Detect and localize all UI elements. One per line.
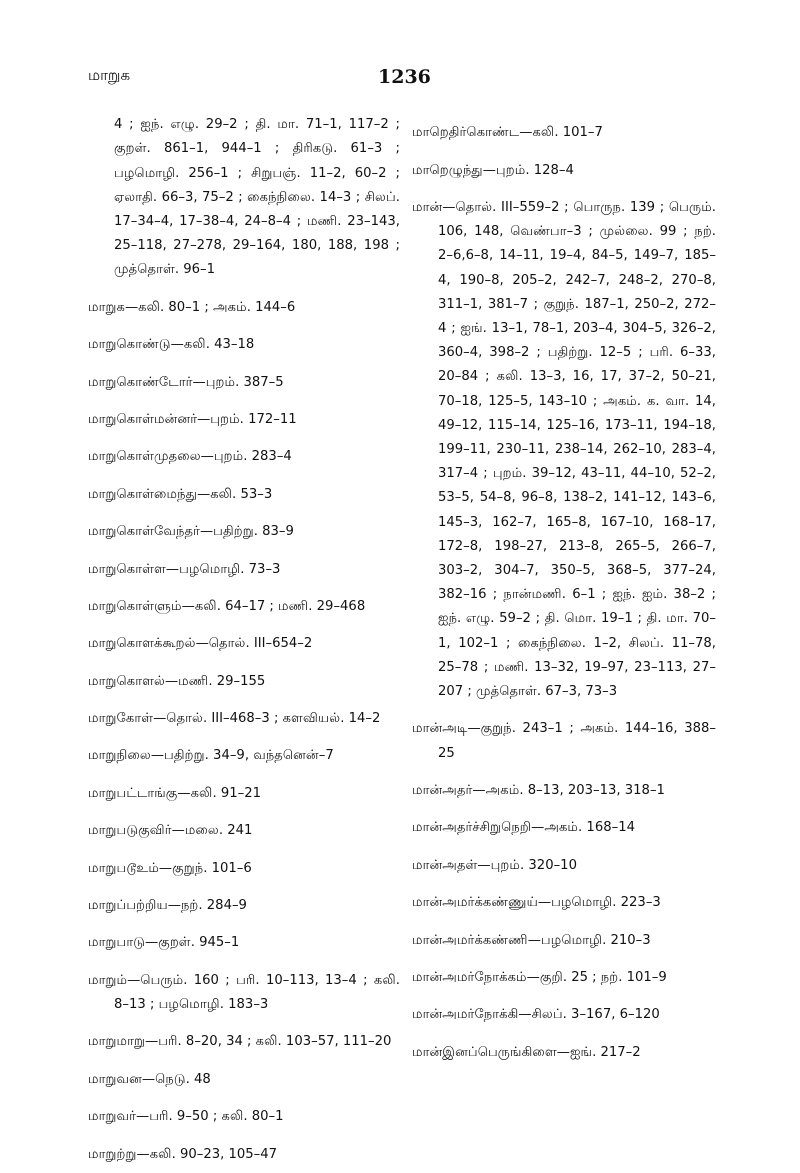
index-entry: மான்அமர்நோக்கம்—குறி. 25 ; நற். 101–9 <box>412 969 667 985</box>
index-entry: மாறுபடுகுவிர்—மலை. 241 <box>88 823 253 839</box>
index-entry: மாறுக—கலி. 80–1 ; அகம். 144–6 <box>88 299 296 315</box>
index-entry: மாறெழுந்து—புறம். 128–4 <box>412 162 574 178</box>
index-entry: மாறுகொள்மைந்து—கலி. 53–3 <box>88 486 273 502</box>
header-word: மாறுக <box>88 66 131 84</box>
index-entry: மாறுவர்—பரி. 9–50 ; கலி. 80–1 <box>88 1109 284 1125</box>
index-entry: மாறும்—பெரும். 160 ; பரி. 10–113, 13–4 ; கலி. 8–13 ; பழமொழி. 183–3 <box>88 972 400 1013</box>
index-entry: மான்அமர்க்கண்ணுய்—பழமொழி. 223–3 <box>412 895 661 911</box>
index-entry: மான்அமர்நோக்கி—சிலப். 3–167, 6–120 <box>412 1007 660 1023</box>
index-column-right <box>412 108 716 1071</box>
index-entry: மாறுற்று—கலி. 90–23, 105–47 <box>88 1146 278 1162</box>
index-entry: மாறுவன—நெடு. 48 <box>88 1071 211 1087</box>
index-entry: மான்அதள்—புறம். 320–10 <box>412 857 577 873</box>
index-entry: மாறுகொண்டு—கலி. 43–18 <box>88 337 255 353</box>
index-entry: மாறுகொள்ளும்—கலி. 64–17 ; மணி. 29–468 <box>88 598 366 614</box>
index-entry: மாறுகொள்வேந்தர்—பதிற்று. 83–9 <box>88 524 294 540</box>
index-entry: மாறுகொளக்கூறல்—தொல். III–654–2 <box>88 636 313 652</box>
index-entry: மாறுகொண்டோர்—புறம். 387–5 <box>88 374 284 390</box>
index-entry: மாறுகொள்மன்னர்—புறம். 172–11 <box>88 411 297 427</box>
index-entry: மாறுபட்டாங்கு—கலி. 91–21 <box>88 785 262 801</box>
index-entry: மாறெதிர்கொண்ட—கலி. 101–7 <box>412 125 603 141</box>
page-number: 1236 <box>378 66 431 88</box>
index-entry: மாறுபடூஉம்—குறுந். 101–6 <box>88 860 252 876</box>
index-entry: 4 ; ஐந். எழு. 29–2 ; தி. மா. 71–1, 117–2 ; குறள். 861–1, 944–1 ; திரிகடு. 61–3 ; பழமொழி. 256–1 ; சிறுபஞ். 11–2, 60–2 ; ஏலாதி. 66–3, 75–2 ; கைந்நிலை. 14–3 ; சிலப். 17–34–4, 17–38–4, 24–8–4 ; மணி. 23–143, 25–118, 27–278, 29–164, 180, 188, 198 ; முத்தொள். 96–1 <box>114 117 400 278</box>
index-entry: மாறுகோள்—தொல். III–468–3 ; களவியல். 14–2 <box>88 711 381 727</box>
index-entry: மாறுகொள்ள—பழமொழி. 73–3 <box>88 561 281 577</box>
index-entry: மான்—தொல். III–559–2 ; பொருந. 139 ; பெரும். 106, 148, வெண்பா–3 ; முல்லை. 99 ; நற். 2–6,6–8, 14–11, 19–4, 84–5, 149–7, 185–4, 190–8, 205–2, 242–7, 248–2, 270–8, 311–1, 381–7 ; குறுந். 187–1, 250–2, 272–4 ; ஐங். 13–1, 78–1, 203–4, 304–5, 326–2, 360–4, 398–2 ; பதிற்று. 12–5 ; பரி. 6–33, 20–84 ; கலி. 13–3, 16, 17, 37–2, 50–21, 70–18, 125–5, 143–10 ; அகம். க. வா. 14, 49–12, 115–14, 125–16, 173–11, 194–18, 199–11, 230–11, 238–14, 262–10, 283–4, 317–4 ; புறம். 39–12, 43–11, 44–10, 52–2, 53–5, 54–8, 96–8, 138–2, 141–12, 143–6, 145–3, 162–7, 165–8, 167–10, 168–17, 172–8, 198–27, 213–8, 265–5, 266–7, 303–2, 304–7, 350–5, 368–5, 377–24, 382–16 ; நான்மணி. 6–1 ; ஐந். ஐம். 38–2 ; ஐந். எழு. 59–2 ; தி. மொ. 19–1 ; தி. மா. 70–1, 102–1 ; கைந்நிலை. 1–2, சிலப். 11–78, 25–78 ; மணி. 13–32, 19–97, 23–113, 27–207 ; முத்தொள். 67–3, 73–3 <box>412 199 716 700</box>
index-entry: மான்இனப்பெருங்கிளை—ஐங். 217–2 <box>412 1044 641 1060</box>
index-entry: மான்அமர்க்கண்ணி—பழமொழி. 210–3 <box>412 932 651 948</box>
index-entry: மாறுப்பற்றிய—நற். 284–9 <box>88 898 247 914</box>
index-entry: மான்அதர்ச்சிறுநெறி—அகம். 168–14 <box>412 820 635 836</box>
index-entry: மாறுபாடு—குறள். 945–1 <box>88 935 240 951</box>
index-entry: மான்அதர்—அகம். 8–13, 203–13, 318–1 <box>412 783 665 799</box>
index-entry: மாறுகொளல்—மணி. 29–155 <box>88 673 266 689</box>
index-entry: மாறுகொள்முதலை—புறம். 283–4 <box>88 449 292 465</box>
index-entry: மாறுநிலை—பதிற்று. 34–9, வந்தனென்–7 <box>88 748 334 764</box>
index-column-left <box>88 100 400 1173</box>
index-entry: மாறுமாறு—பரி. 8–20, 34 ; கலி. 103–57, 111–20 <box>88 1034 392 1050</box>
index-entry: மான்அடி—குறுந். 243–1 ; அகம். 144–16, 388–25 <box>412 721 716 761</box>
